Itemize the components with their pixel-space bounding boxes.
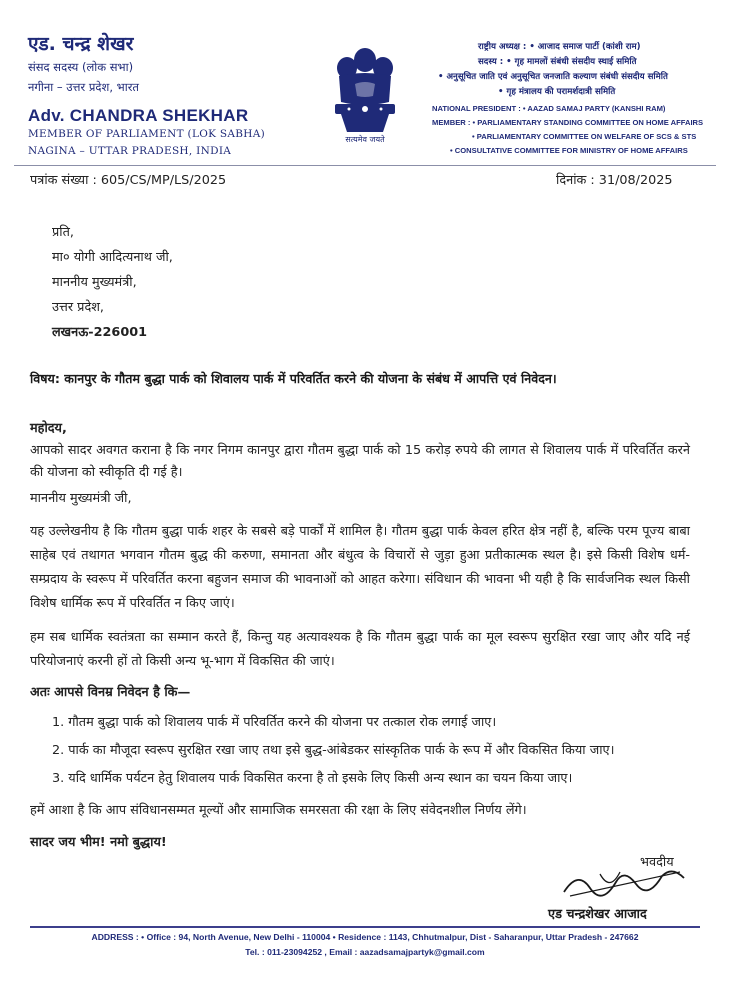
footer-contact: Tel. : 011-23094252 , Email : aazadsamajpartyk@gmail.com xyxy=(245,947,485,957)
request-item: 1. गौतम बुद्धा पार्क को शिवालय पार्क में परिवर्तित करने की योजना पर तत्काल रोक लगाई जाए। xyxy=(52,715,497,730)
signatory-name: एड चन्द्रशेखर आजाद xyxy=(548,907,647,922)
mp-name-english: Adv. CHANDRA SHEKHAR xyxy=(28,106,249,125)
recipient-name: मा० योगी आदित्यनाथ जी, xyxy=(52,250,173,265)
role-hindi-3: • अनुसूचित जाति एवं अनुसूचित जनजाति कल्याण संबंधी संसदीय समिति xyxy=(438,72,668,82)
emblem-motto: सत्यमेव जयते xyxy=(345,135,385,144)
role-hindi-2: सदस्य : • गृह मामलों संबंधी संसदीय स्थाई समिति xyxy=(478,57,637,67)
role-hindi-4: • गृह मंत्रालय की परामर्शदात्री समिति xyxy=(498,87,616,97)
request-heading: अतः आपसे विनम्र निवेदन है कि— xyxy=(30,685,191,700)
recipient-designation: माननीय मुख्यमंत्री, xyxy=(52,275,137,290)
role-hindi-1: राष्ट्रीय अध्यक्ष : • आजाद समाज पार्टी (कांशी राम) xyxy=(478,42,641,52)
letter-date: दिनांक : 31/08/2025 xyxy=(556,173,673,188)
greeting: सादर जय भीम! नमो बुद्धाय! xyxy=(30,835,167,850)
subject-line: विषय: कानपुर के गौतम बुद्धा पार्क को शिवालय पार्क में परिवर्तित करने की योजना के संबंध में आपत्ति एवं निवेदन। xyxy=(30,371,557,386)
closing-paragraph: हमें आशा है कि आप संविधानसम्मत मूल्यों और सामाजिक समरसता की रक्षा के लिए संवेदनशील निर्णय लेंगे। xyxy=(30,803,527,818)
signoff: भवदीय xyxy=(640,855,674,870)
footer-divider xyxy=(30,926,700,928)
mp-place-hindi: नगीना – उत्तर प्रदेश, भारत xyxy=(28,80,139,94)
paragraph-2: यह उल्लेखनीय है कि गौतम बुद्धा पार्क शहर के सबसे बड़े पार्कों में शामिल है। गौतम बुद्धा पार्क केवल हरित क्षेत्र नहीं है, बल्कि परम पूज्य बाबा साहेब एवं तथागत भगवान गौतम बुद्ध की करुणा, समानता और बंधुत्व के विचारों से जुड़ा हुआ प्रतीकात्मक स्थल है। इसे किसी विशेष धर्म-सम्प्रदाय के स्वरूप में परिवर्तित करना बहुजन समाज की भावनाओं को आहत करेगा। संविधान की भावना भी यही है कि सार्वजनिक स्थल किसी विशेष धार्मिक रूप में परिवर्तित न किए जाएं। xyxy=(30,524,690,611)
role-english-1: NATIONAL PRESIDENT : • AAZAD SAMAJ PARTY (KANSHI RAM) xyxy=(432,104,666,113)
paragraph-1: आपको सादर अवगत कराना है कि नगर निगम कानपुर द्वारा गौतम बुद्धा पार्क को 15 करोड़ रुपये की लागत से शिवालय पार्क में परिवर्तित करने की योजना को स्वीकृति दी गई है। xyxy=(30,443,690,480)
recipient-city: लखनऊ-226001 xyxy=(52,325,148,340)
national-emblem-icon xyxy=(325,40,405,150)
paragraph-3: हम सब धार्मिक स्वतंत्रता का सम्मान करते हैं, किन्तु यह अत्यावश्यक है कि गौतम बुद्धा पार्क का मूल स्वरूप सुरक्षित रखा जाए और यदि नई परियोजनाएं करनी हों तो किसी अन्य भू-भाग में विकसित की जाएं। xyxy=(30,630,690,669)
reference-number: पत्रांक संख्या : 605/CS/MP/LS/2025 xyxy=(30,173,227,188)
recipient-state: उत्तर प्रदेश, xyxy=(52,300,105,315)
signature-icon xyxy=(560,862,690,902)
role-english-4: • CONSULTATIVE COMMITTEE FOR MINISTRY OF HOME AFFAIRS xyxy=(450,146,688,155)
request-item: 3. यदि धार्मिक पर्यटन हेतु शिवालय पार्क विकसित करना है तो इसके लिए किसी अन्य स्थान का चयन किया जाए। xyxy=(52,771,573,786)
role-english-3: • PARLIAMENTARY COMMITTEE ON WELFARE OF SCS & STS xyxy=(472,132,697,141)
mp-place-english: NAGINA – UTTAR PRADESH, INDIA xyxy=(28,145,232,157)
mp-title-hindi: संसद सदस्य (लोक सभा) xyxy=(28,60,134,74)
header-divider xyxy=(14,165,716,166)
role-english-2: MEMBER : • PARLIAMENTARY STANDING COMMITTEE ON HOME AFFAIRS xyxy=(432,118,704,127)
salutation: महोदय, xyxy=(30,421,67,436)
address-line: माननीय मुख्यमंत्री जी, xyxy=(30,491,132,506)
footer-address: ADDRESS : • Office : 94, North Avenue, New Delhi - 110004 • Residence : 1143, Chhutmalpur, Dist - Saharanpur, Uttar Pradesh - 247662 xyxy=(91,932,639,942)
mp-name-hindi: एड. चन्द्र शेखर xyxy=(28,33,134,55)
mp-title-english: MEMBER OF PARLIAMENT (LOK SABHA) xyxy=(28,128,266,140)
request-item: 2. पार्क का मौजूदा स्वरूप सुरक्षित रखा जाए तथा इसे बुद्ध-आंबेडकर सांस्कृतिक पार्क के रूप में और विकसित किया जाए। xyxy=(52,743,615,758)
recipient-to: प्रति, xyxy=(52,225,74,240)
